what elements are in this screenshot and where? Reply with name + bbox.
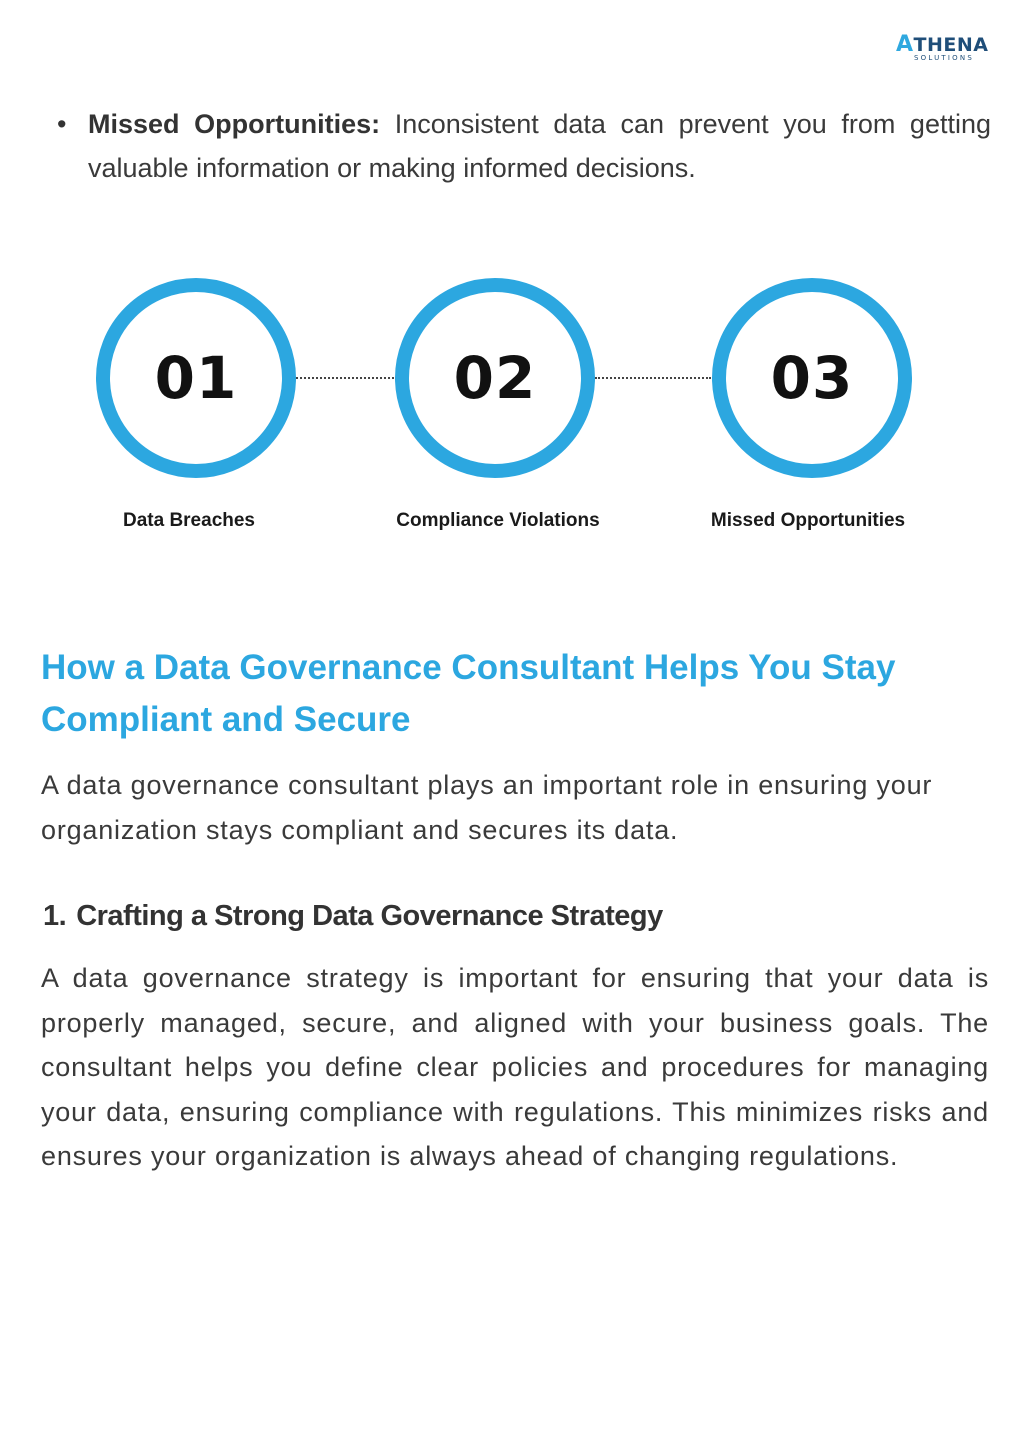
subsection-title: Crafting a Strong Data Governance Strategy — [76, 900, 663, 932]
step-number-3: 03 — [770, 344, 854, 412]
step-connector-1 — [296, 377, 394, 379]
subsection-number: 1. — [43, 900, 67, 932]
bullet-marker: • — [57, 109, 67, 139]
step-label-2: Compliance Violations — [396, 510, 600, 531]
step-ring-3 — [712, 278, 912, 478]
steps-diagram — [0, 0, 1024, 600]
bullet-text: Inconsistent data can prevent you from getting valuable information or making informed decisions. — [88, 109, 991, 183]
section-intro: A data governance consultant plays an important role in ensuring your organization stays compliant and secures its data. — [41, 770, 933, 845]
step-number-1: 01 — [154, 344, 238, 412]
step-ring-1 — [96, 278, 296, 478]
bullet-heading: Missed Opportunities: — [88, 109, 381, 139]
logo-initial: A — [896, 32, 914, 57]
logo-tagline: SOLUTIONS — [914, 54, 974, 62]
step-label-1: Data Breaches — [122, 510, 256, 531]
step-ring-2 — [395, 278, 595, 478]
section-title: How a Data Governance Consultant Helps You Stay Compliant and Secure — [41, 648, 896, 739]
subsection-body: A data governance strategy is important for ensuring that your data is properly managed, secure, and aligned with your business goals. The consultant helps you define clear policies and procedures for managing your data, ensuring compliance with regulations. This minimizes risks and ensures your organization is always ahead of changing regulations. — [41, 963, 989, 1172]
subsection-heading — [43, 892, 983, 940]
logo-rest: THENA — [913, 34, 989, 56]
step-connector-2 — [595, 377, 711, 379]
step-number-2: 02 — [453, 344, 537, 412]
step-label-3: Missed Opportunities — [710, 510, 906, 531]
